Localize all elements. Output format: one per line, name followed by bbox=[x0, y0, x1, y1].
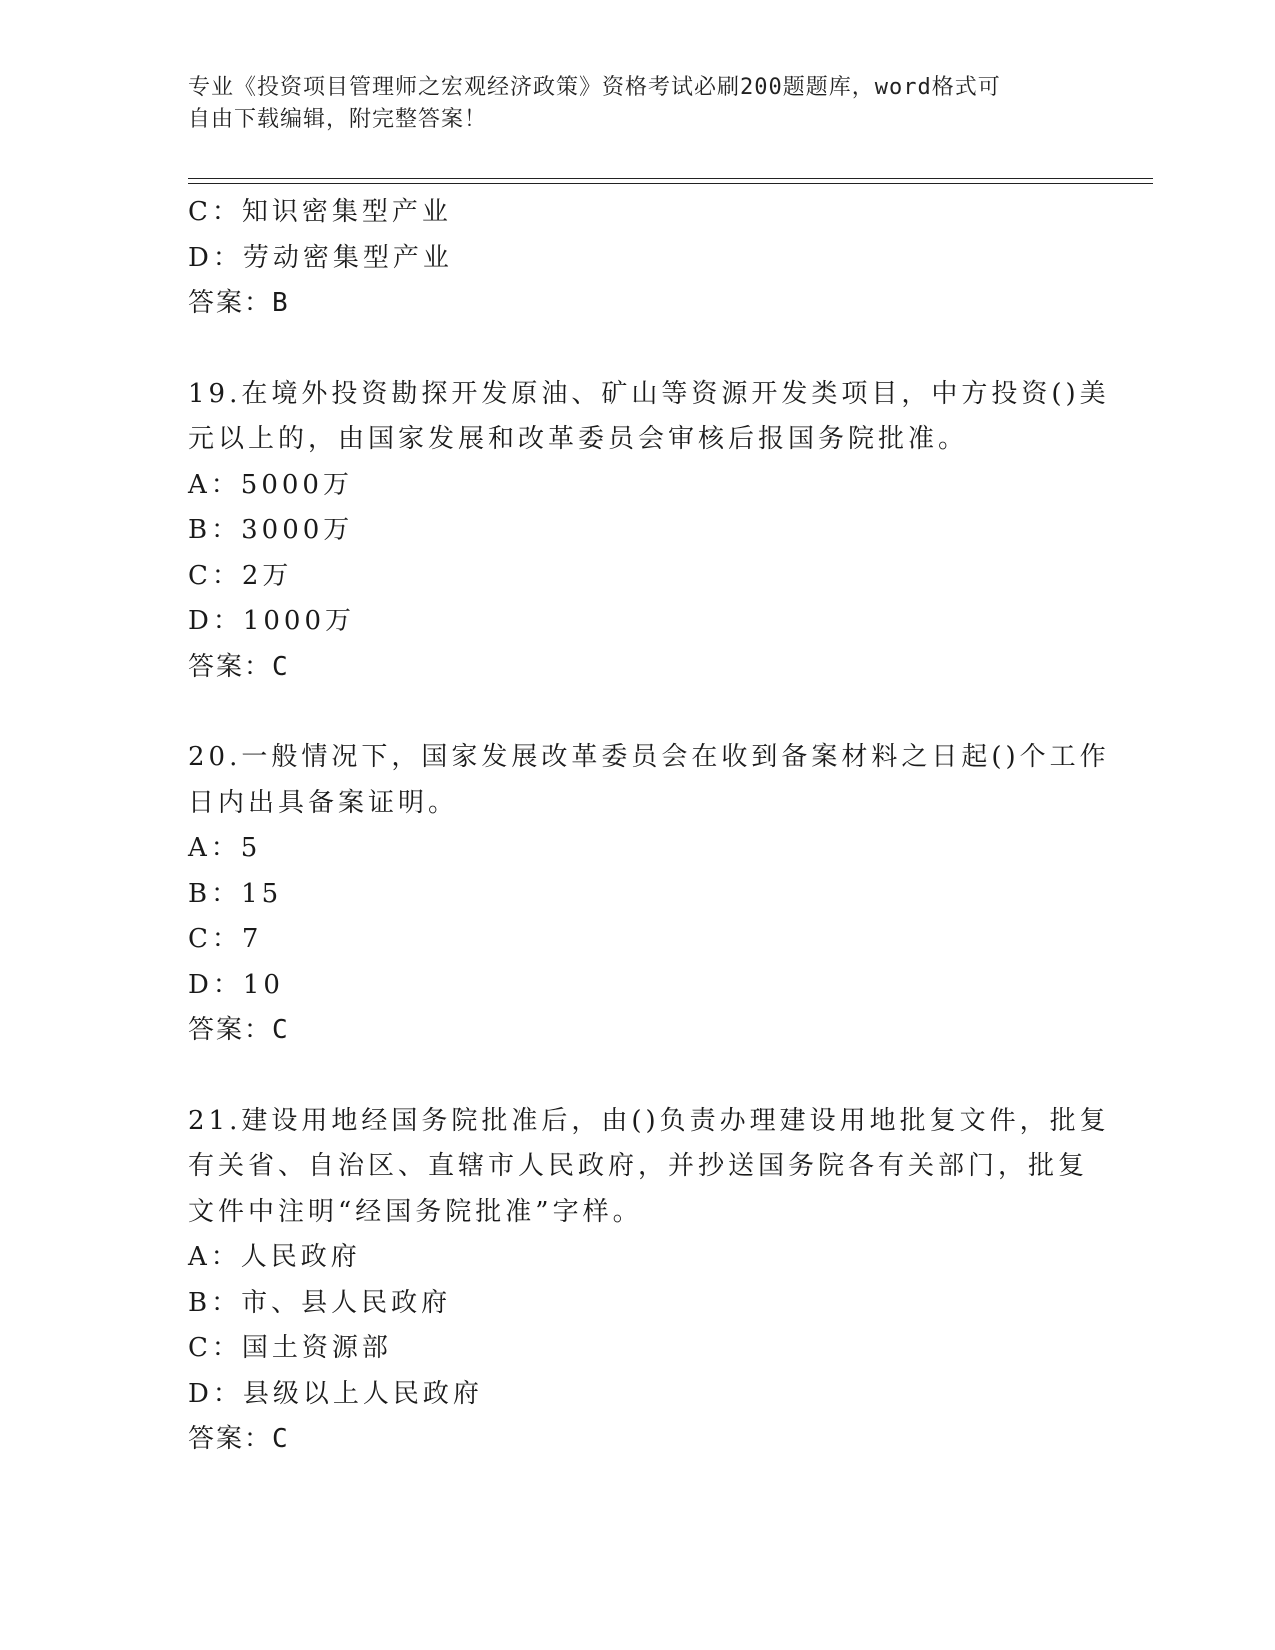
question-21-stem-line-3: 文件中注明“经国务院批准”字样。 bbox=[188, 1196, 643, 1227]
question-21-answer: 答案：C bbox=[188, 1424, 290, 1454]
question-21-option-b: B：市、县人民政府 bbox=[188, 1287, 452, 1318]
spacer bbox=[188, 690, 1088, 735]
question-20-option-c: C：7 bbox=[188, 924, 263, 954]
question-19-answer: 答案：C bbox=[188, 651, 290, 682]
question-20-option-a: A：5 bbox=[188, 833, 262, 863]
question-19-stem-line-2: 元以上的，由国家发展和改革委员会审核后报国务院批准。 bbox=[188, 424, 969, 454]
question-20-option-b: B：15 bbox=[188, 878, 283, 909]
spacer bbox=[188, 327, 1088, 372]
question-21-option-a: A：人民政府 bbox=[188, 1242, 361, 1272]
question-20-stem-line-1: 20.一般情况下，国家发展改革委员会在收到备案材料之日起()个工作 bbox=[188, 742, 1110, 772]
document-header bbox=[188, 72, 1068, 136]
question-list bbox=[188, 190, 1110, 1463]
question-20-option-d: D：10 bbox=[188, 969, 284, 1000]
question-18-answer: 答案：B bbox=[188, 288, 290, 318]
question-20 bbox=[188, 735, 1110, 1054]
question-19-stem-line-1: 19.在境外投资勘探开发原油、矿山等资源开发类项目，中方投资()美 bbox=[188, 378, 1110, 409]
header-divider-bottom bbox=[188, 183, 1153, 184]
question-21-option-d: D：县级以上人民政府 bbox=[188, 1378, 483, 1409]
question-18-option-c: C：知识密集型产业 bbox=[188, 197, 452, 227]
header-divider-top bbox=[188, 178, 1153, 179]
question-18-option-d: D：劳动密集型产业 bbox=[188, 242, 453, 273]
question-19-option-c: C：2万 bbox=[188, 560, 293, 591]
question-20-answer: 答案：C bbox=[188, 1015, 290, 1045]
header-title-line-2: 自由下载编辑，附完整答案！ bbox=[188, 107, 488, 132]
question-19-option-a: A：5000万 bbox=[188, 469, 353, 500]
question-21-stem-line-2: 有关省、自治区、直辖市人民政府，并抄送国务院各有关部门，批复 bbox=[188, 1151, 1089, 1181]
question-21-option-c: C：国土资源部 bbox=[188, 1333, 392, 1363]
question-19-option-b: B：3000万 bbox=[188, 515, 354, 545]
header-title-line-1: 专业《投资项目管理师之宏观经济政策》资格考试必刷200题题库，word格式可 bbox=[188, 75, 1001, 100]
question-18 bbox=[188, 190, 1088, 327]
question-20-stem-line-2: 日内出具备案证明。 bbox=[188, 787, 459, 818]
spacer bbox=[188, 1054, 1088, 1099]
question-19-option-d: D：1000万 bbox=[188, 606, 356, 636]
question-21-stem-line-1: 21.建设用地经国务院批准后，由()负责办理建设用地批复文件，批复 bbox=[188, 1105, 1110, 1136]
question-19 bbox=[188, 372, 1110, 691]
question-21 bbox=[188, 1099, 1110, 1463]
